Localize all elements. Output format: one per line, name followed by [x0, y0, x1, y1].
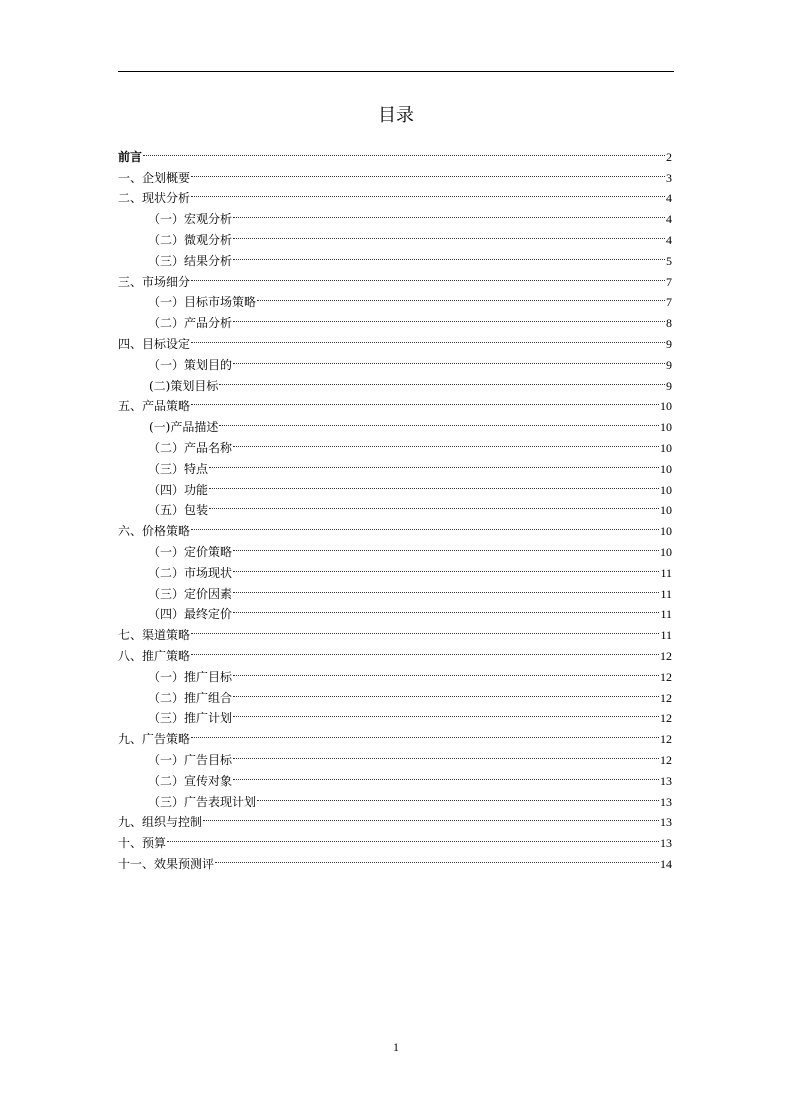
toc-dot-leader: [209, 473, 659, 494]
toc-entry-label: 三、市场细分: [118, 274, 191, 289]
toc-dot-leader: [233, 764, 659, 785]
toc-entry[interactable]: [118, 348, 672, 372]
toc-entry-page: 11: [660, 628, 672, 643]
toc-dot-leader: [233, 535, 659, 556]
toc-entry-page: 10: [660, 420, 672, 435]
toc-entry-label: （一）定价策略: [148, 544, 233, 559]
toc-entry[interactable]: [118, 140, 672, 164]
toc-entry-label: （二）产品分析: [148, 316, 233, 331]
toc-dot-leader: [191, 639, 659, 660]
toc-dot-leader: [219, 369, 665, 390]
toc-dot-leader: [191, 327, 665, 348]
toc-entry-label: （一）宏观分析: [148, 212, 233, 227]
toc-entry-label: （三）结果分析: [148, 253, 233, 268]
toc-entry-label: （二）推广组合: [148, 690, 233, 705]
toc-entry-page: 10: [660, 524, 672, 539]
toc-dot-leader: [219, 410, 659, 431]
toc-entry-page: 14: [660, 856, 672, 871]
toc-entry[interactable]: [118, 182, 672, 206]
toc-entry-label: （一）目标市场策略: [148, 295, 257, 310]
toc-entry-page: 13: [660, 794, 672, 809]
toc-dot-leader: [191, 390, 659, 411]
toc-dot-leader: [257, 785, 659, 806]
toc-entry-page: 12: [660, 711, 672, 726]
toc-dot-leader: [191, 514, 659, 535]
toc-dot-leader: [191, 161, 665, 182]
toc-entry-label: 四、目标设定: [118, 336, 191, 351]
toc-dot-leader: [167, 826, 659, 847]
toc-entry-page: 9: [666, 336, 672, 351]
toc-entry[interactable]: [118, 265, 672, 289]
toc-entry-label: （一）广告目标: [148, 752, 233, 767]
toc-entry-page: 11: [660, 586, 672, 601]
toc-dot-leader: [233, 244, 665, 265]
toc-entry-page: 10: [660, 461, 672, 476]
toc-entry-label: 八、推广策略: [118, 648, 191, 663]
toc-entry-label: 十、预算: [118, 836, 167, 851]
toc-entry-label: 九、组织与控制: [118, 815, 203, 830]
toc-dot-leader: [191, 722, 659, 743]
toc-entry-label: 九、广告策略: [118, 732, 191, 747]
toc-entry-page: 11: [660, 607, 672, 622]
table-of-contents: [118, 140, 672, 871]
toc-entry-label: （四）最终定价: [148, 607, 233, 622]
toc-dot-leader: [143, 140, 665, 161]
toc-entry[interactable]: [118, 660, 672, 684]
toc-dot-leader: [233, 577, 659, 598]
toc-entry-page: 3: [666, 170, 672, 185]
toc-entry-label: 五、产品策略: [118, 399, 191, 414]
toc-entry[interactable]: [118, 327, 672, 351]
toc-entry-label: （二）产品名称: [148, 440, 233, 455]
toc-entry-page: 12: [660, 690, 672, 705]
toc-dot-leader: [257, 286, 665, 307]
toc-dot-leader: [191, 182, 665, 203]
toc-entry[interactable]: [118, 743, 672, 767]
toc-entry-page: 11: [660, 565, 672, 580]
toc-entry-label: (二)策划目标: [149, 378, 219, 393]
toc-entry-page: 10: [660, 399, 672, 414]
toc-entry-page: 9: [666, 378, 672, 393]
toc-entry-page: 4: [666, 232, 672, 247]
toc-entry-page: 9: [666, 357, 672, 372]
toc-entry-label: （一）推广目标: [148, 669, 233, 684]
toc-entry[interactable]: [118, 826, 672, 851]
toc-entry-page: 10: [660, 482, 672, 497]
toc-entry-label: 六、价格策略: [118, 524, 191, 539]
page-number: 1: [393, 1040, 399, 1054]
toc-dot-leader: [233, 223, 665, 244]
toc-entry-label: （三）特点: [148, 461, 209, 476]
toc-dot-leader: [233, 202, 665, 223]
toc-dot-leader: [233, 702, 659, 723]
toc-dot-leader: [233, 306, 665, 327]
toc-entry[interactable]: [118, 535, 672, 559]
toc-entry-label: （二）市场现状: [148, 565, 233, 580]
toc-dot-leader: [233, 348, 665, 369]
header-rule: [118, 71, 674, 72]
toc-entry[interactable]: [118, 618, 672, 643]
toc-entry-page: 2: [666, 149, 672, 164]
toc-entry-page: 5: [666, 253, 672, 268]
toc-entry-page: 12: [660, 732, 672, 747]
toc-entry-page: 4: [666, 212, 672, 227]
toc-dot-leader: [191, 265, 665, 286]
toc-dot-leader: [209, 452, 659, 473]
toc-entry-page: 12: [660, 752, 672, 767]
toc-dot-leader: [233, 743, 659, 764]
toc-dot-leader: [233, 598, 659, 619]
toc-entry-label: 二、现状分析: [118, 191, 191, 206]
toc-entry-page: 12: [660, 669, 672, 684]
toc-entry-page: 8: [666, 316, 672, 331]
toc-entry-page: 13: [660, 773, 672, 788]
toc-dot-leader: [233, 431, 659, 452]
toc-entry-label: （一）策划目的: [148, 357, 233, 372]
toc-dot-leader: [233, 556, 659, 577]
toc-entry-label: 十一、效果预测评: [118, 856, 215, 871]
toc-entry[interactable]: [118, 514, 672, 539]
toc-dot-leader: [191, 618, 659, 639]
toc-entry-page: 12: [660, 648, 672, 663]
toc-dot-leader: [233, 681, 659, 702]
toc-entry-label: （二）微观分析: [148, 232, 233, 247]
toc-entry[interactable]: [118, 410, 672, 435]
toc-entry-label: 一、企划概要: [118, 170, 191, 185]
toc-entry[interactable]: [118, 202, 672, 227]
toc-entry-page: 10: [660, 503, 672, 518]
toc-entry-label: （三）推广计划: [148, 711, 233, 726]
toc-entry[interactable]: [118, 161, 672, 185]
toc-entry-label: （三）广告表现计划: [148, 794, 257, 809]
toc-entry-label: （四）功能: [148, 482, 209, 497]
toc-entry-page: 13: [660, 815, 672, 830]
toc-entry-page: 13: [660, 836, 672, 851]
toc-dot-leader: [203, 806, 659, 827]
toc-entry-page: 7: [666, 295, 672, 310]
toc-entry-label: 七、渠道策略: [118, 628, 191, 643]
toc-dot-leader: [215, 847, 659, 868]
toc-dot-leader: [233, 660, 659, 681]
toc-entry-page: 10: [660, 544, 672, 559]
toc-entry-page: 7: [666, 274, 672, 289]
toc-entry[interactable]: [118, 722, 672, 747]
toc-entry[interactable]: [118, 286, 672, 310]
toc-entry[interactable]: [118, 639, 672, 663]
page-title: 目录: [378, 105, 414, 126]
toc-entry[interactable]: [118, 390, 672, 414]
toc-entry-label: （二）宣传对象: [148, 773, 233, 788]
toc-entry[interactable]: [118, 847, 672, 871]
toc-entry-label: (一)产品描述: [149, 420, 219, 435]
toc-entry-page: 10: [660, 440, 672, 455]
toc-entry-label: （五）包装: [148, 503, 209, 518]
toc-entry-label: （三）定价因素: [148, 586, 233, 601]
toc-dot-leader: [209, 494, 659, 515]
toc-entry-page: 4: [666, 191, 672, 206]
toc-entry-label: 前言: [118, 149, 143, 164]
